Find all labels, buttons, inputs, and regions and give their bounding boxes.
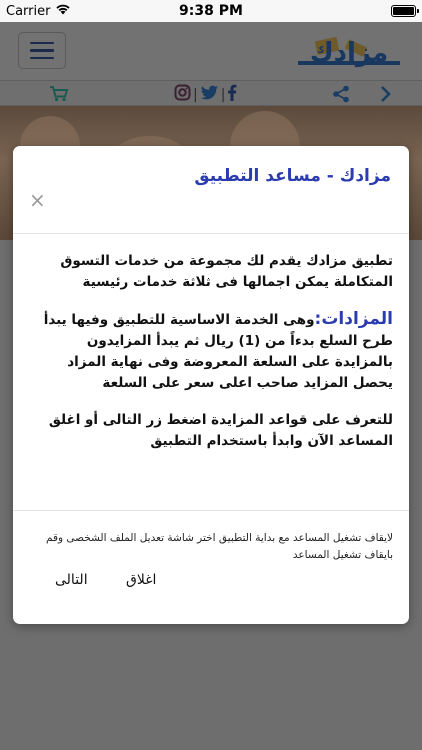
- next-button[interactable]: التالى: [55, 572, 88, 588]
- wifi-icon: [55, 3, 71, 19]
- battery-icon: [391, 5, 416, 17]
- carrier-label: Carrier: [6, 3, 51, 19]
- app-header: [0, 22, 422, 80]
- close-button[interactable]: اغلاق: [126, 572, 157, 588]
- close-icon[interactable]: ×: [29, 188, 46, 212]
- logo-text: مزادك: [309, 38, 389, 68]
- chevron-right-icon[interactable]: [376, 84, 394, 104]
- footer-note: لايقاف تشغيل المساعد مع بداية التطبيق اختر شاشة تعديل الملف الشخصى وقم بايقاف تشغيل المساعد: [45, 532, 393, 561]
- instructions-text: للتعرف على قواعد المزايدة اضغط زر التالى أو اغلق المساعد الآن وابدأ باستخدام التطبيق: [48, 412, 393, 449]
- status-bar: [0, 0, 422, 22]
- assistant-dialog: [13, 146, 409, 624]
- auctions-description: وهى الخدمة الاساسية للتطبيق وفيها يبدأ طرح السلع بدءاً من (1) ريال ثم يبدأ المزايدون بالمزايدة على السلعة المعروضة وفى نهاية المزاد يحصل المزايد صاحب اعلى سعر على السلعة: [43, 312, 393, 391]
- dialog-title: مزادك - مساعد التطبيق: [194, 166, 391, 186]
- dialog-body: [31, 251, 393, 468]
- twitter-icon[interactable]: [200, 85, 219, 105]
- auctions-label: المزادات:: [314, 309, 393, 329]
- menu-button[interactable]: [18, 32, 66, 69]
- instagram-icon[interactable]: [174, 84, 191, 105]
- dialog-header: [13, 146, 409, 234]
- separator: |: [220, 86, 226, 103]
- hamburger-icon-bar: [30, 49, 54, 52]
- status-time: 9:38 PM: [179, 3, 243, 19]
- facebook-icon[interactable]: [227, 84, 237, 105]
- hamburger-icon-bar: [30, 42, 54, 45]
- intro-text: تطبيق مزادك يقدم لك مجموعة من خدمات التسوق المتكاملة يمكن اجمالها فى ثلاثة خدمات رئيسية: [60, 253, 393, 290]
- separator: |: [193, 86, 198, 103]
- hamburger-icon-bar: [30, 57, 54, 60]
- cart-icon[interactable]: [48, 84, 70, 104]
- auctions-paragraph: [31, 309, 393, 394]
- share-icon[interactable]: [330, 84, 352, 104]
- social-links: [174, 84, 237, 105]
- divider: [13, 510, 409, 511]
- logo: [294, 31, 404, 71]
- toolbar: [0, 80, 422, 106]
